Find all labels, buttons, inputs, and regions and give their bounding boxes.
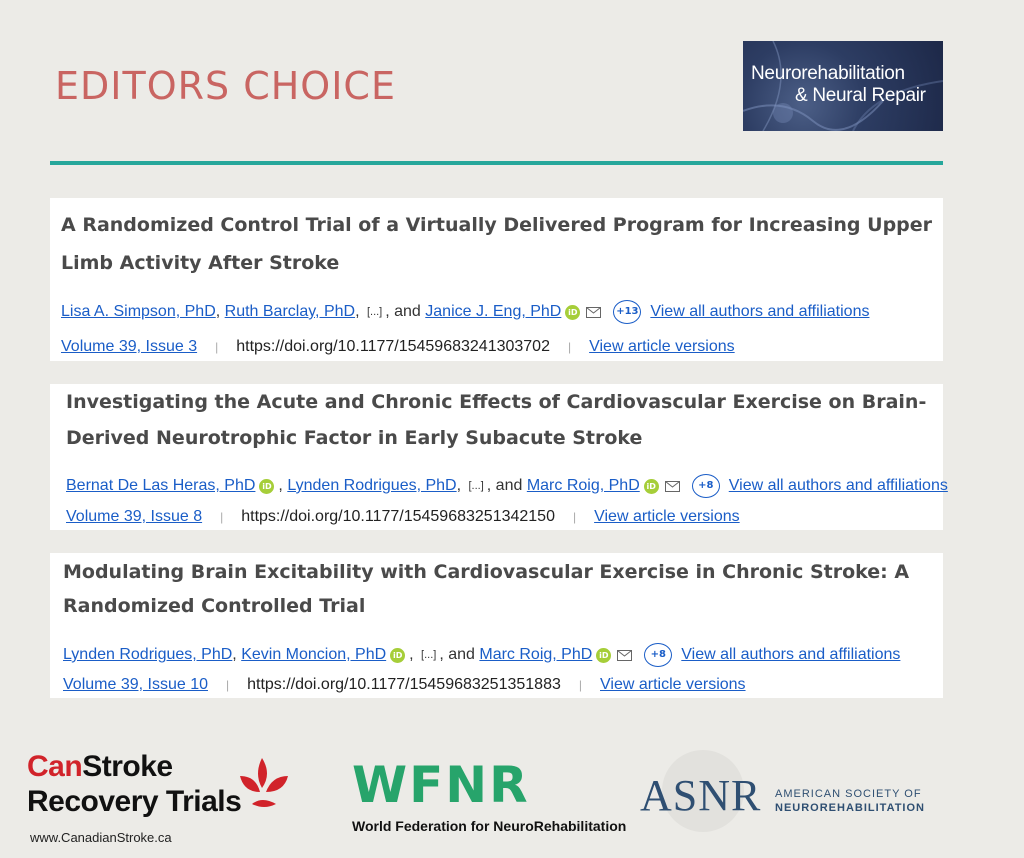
separator: | [572, 510, 577, 524]
and-text: and [394, 303, 421, 320]
article-title[interactable]: Investigating the Acute and Chronic Effects of Cardiovascular Exercise on Brain-Derived Neurotrophic Factor in Early Subacute Stroke [66, 391, 927, 449]
article-meta [63, 676, 746, 694]
author-line: Bernat De Las Heras, PhD iD , Lynden Rodrigues, PhD , [...] , and Marc Roig, PhD iD +8 View all authors and affiliations [66, 474, 948, 498]
header-divider [50, 161, 943, 165]
article-versions-link[interactable]: View article versions [600, 676, 746, 693]
author-link[interactable]: Lisa A. Simpson, PhD [61, 303, 216, 320]
article-card [50, 553, 943, 698]
mail-icon[interactable] [617, 650, 632, 661]
separator: | [578, 678, 582, 692]
volume-issue-link[interactable]: Volume 39, Issue 3 [61, 338, 198, 355]
author-link[interactable]: Bernat De Las Heras, PhD [66, 477, 256, 494]
canstroke-stroke: Stroke [82, 750, 173, 783]
more-authors-button[interactable]: +13 [613, 300, 641, 324]
ellipsis: [...] [366, 306, 383, 318]
article-meta [66, 508, 740, 526]
doi-text[interactable]: https://doi.org/10.1177/15459683241303702 [236, 338, 550, 355]
canstroke-url: www.CanadianStroke.ca [30, 830, 172, 845]
orcid-icon[interactable]: iD [596, 648, 611, 663]
article-card [50, 198, 943, 361]
separator: | [567, 340, 572, 354]
volume-issue-link[interactable]: Volume 39, Issue 10 [63, 676, 208, 693]
orcid-icon[interactable]: iD [390, 648, 405, 663]
partner-logos [0, 740, 1024, 858]
view-authors-link[interactable]: View all authors and affiliations [681, 646, 901, 663]
journal-logo-line2: & Neural Repair [795, 85, 926, 106]
wfnr-logo: WFNR [352, 756, 530, 814]
author-line: Lynden Rodrigues, PhD , Kevin Moncion, PhD iD , [...] , and Marc Roig, PhD iD +8 View all authors and affiliations [63, 643, 900, 667]
and-text: and [448, 646, 475, 663]
canstroke-logo-line2: Recovery Trials [27, 785, 242, 818]
mail-icon[interactable] [665, 481, 680, 492]
author-link[interactable]: Kevin Moncion, PhD [241, 646, 387, 663]
separator: | [215, 340, 219, 354]
orcid-icon[interactable]: iD [644, 479, 659, 494]
mail-icon[interactable] [586, 307, 601, 318]
ellipsis: [...] [468, 480, 484, 492]
wfnr-subtitle: World Federation for NeuroRehabilitation [352, 818, 627, 834]
journal-logo-line1: Neurorehabilitation [751, 63, 905, 84]
author-link[interactable]: Janice J. Eng, PhD [425, 303, 562, 320]
article-title[interactable]: Modulating Brain Excitability with Cardiovascular Exercise in Chronic Stroke: A Randomized Controlled Trial [63, 561, 910, 617]
asnr-subtitle-1: AMERICAN SOCIETY OF [775, 788, 922, 800]
doi-text[interactable]: https://doi.org/10.1177/15459683251351883 [247, 676, 561, 693]
view-authors-link[interactable]: View all authors and affiliations [650, 303, 870, 320]
canstroke-can: Can [27, 750, 83, 783]
article-title[interactable]: A Randomized Control Trial of a Virtually Delivered Program for Increasing Upper Limb Activity After Stroke [61, 214, 933, 274]
author-line: Lisa A. Simpson, PhD , Ruth Barclay, PhD , [...] , and Janice J. Eng, PhD iD +13 View all authors and affiliations [61, 300, 869, 324]
author-link[interactable]: Ruth Barclay, PhD [224, 303, 356, 320]
article-versions-link[interactable]: View article versions [589, 338, 735, 355]
volume-issue-link[interactable]: Volume 39, Issue 8 [66, 508, 203, 525]
author-link[interactable]: Lynden Rodrigues, PhD [63, 646, 233, 663]
ellipsis: [...] [421, 649, 437, 661]
orcid-icon[interactable]: iD [259, 479, 274, 494]
orcid-icon[interactable]: iD [565, 305, 580, 320]
page-title: EDITORS CHOICE [55, 64, 396, 108]
view-authors-link[interactable]: View all authors and affiliations [728, 477, 948, 494]
more-authors-button[interactable]: +8 [644, 643, 672, 667]
journal-logo [743, 41, 943, 131]
and-text: and [495, 477, 523, 494]
article-versions-link[interactable]: View article versions [594, 508, 740, 525]
more-authors-button[interactable]: +8 [692, 474, 720, 498]
article-card [50, 384, 948, 530]
doi-text[interactable]: https://doi.org/10.1177/15459683251342150 [241, 508, 555, 525]
separator: | [225, 678, 230, 692]
author-link[interactable]: Marc Roig, PhD [526, 477, 640, 494]
maple-leaf-icon [232, 754, 296, 818]
author-link[interactable]: Lynden Rodrigues, PhD [287, 477, 457, 494]
article-meta [61, 338, 735, 356]
canstroke-logo-line1 [27, 750, 173, 784]
asnr-logo: ASNR [640, 771, 762, 820]
asnr-subtitle-2: NEUROREHABILITATION [775, 802, 925, 814]
author-link[interactable]: Marc Roig, PhD [479, 646, 593, 663]
separator: | [220, 510, 224, 524]
